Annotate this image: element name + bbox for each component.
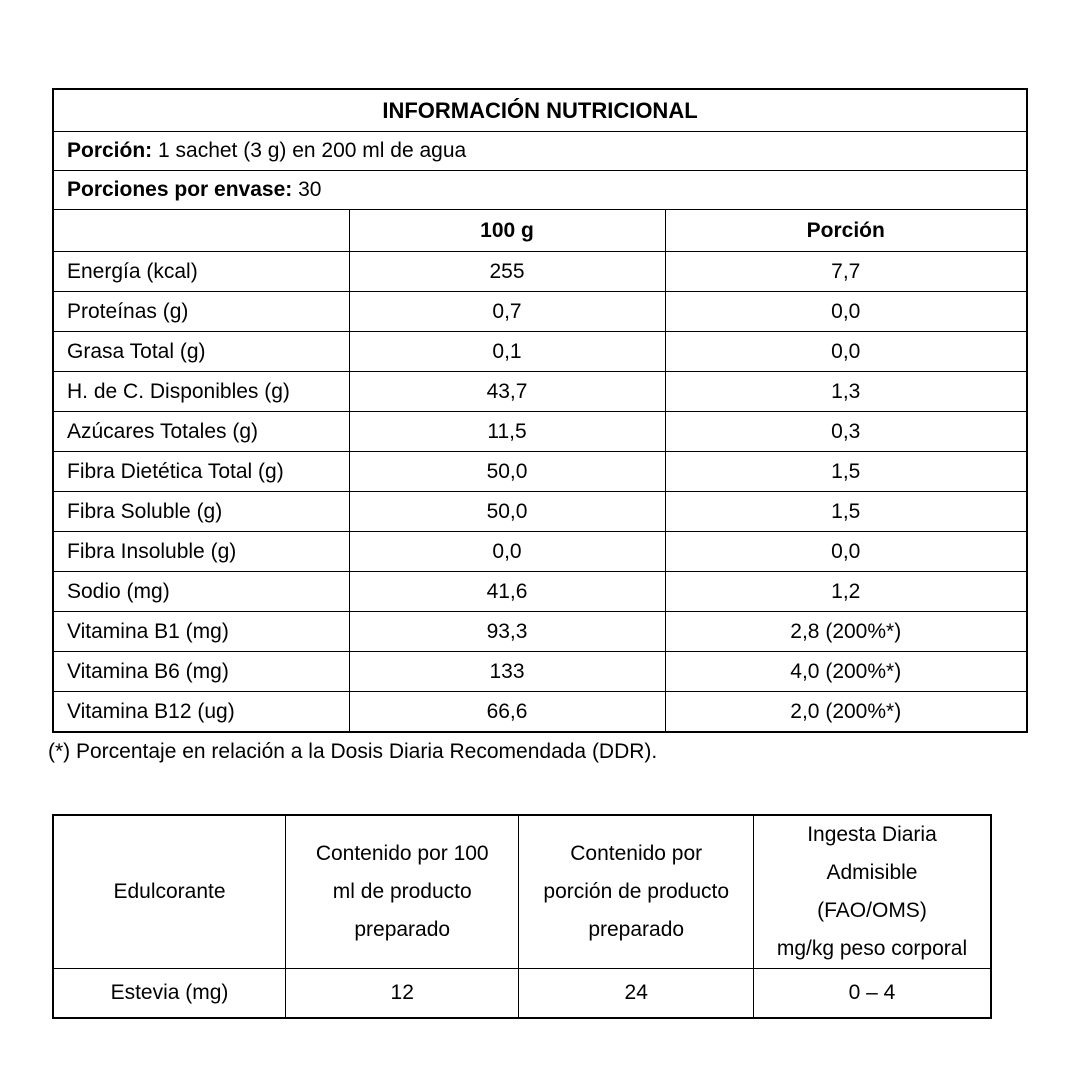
nutrient-portion: 2,0 (200%*): [665, 692, 1027, 733]
column-header-portion: Porción: [665, 210, 1027, 252]
nutrient-portion: 4,0 (200%*): [665, 652, 1027, 692]
nutrient-name: Vitamina B12 (ug): [53, 692, 349, 733]
table-row: [53, 692, 1027, 733]
nutrient-name: Sodio (mg): [53, 572, 349, 612]
header-line: preparado: [354, 918, 451, 941]
nutrient-portion: 0,0: [665, 292, 1027, 332]
nutrient-per-100g: 0,1: [349, 332, 665, 372]
nutrient-per-100g: 50,0: [349, 492, 665, 532]
table-row: [53, 452, 1027, 492]
servings-row: [53, 171, 1027, 210]
header-line: Contenido por 100: [315, 842, 489, 865]
header-line: porción de producto: [543, 880, 730, 903]
header-line: Ingesta Diaria: [807, 823, 937, 846]
sweetener-adi: 0 – 4: [753, 969, 991, 1019]
sweetener-section: [52, 814, 1028, 1019]
sweetener-header-per-portion: [519, 815, 753, 969]
header-line: ml de producto: [332, 880, 472, 903]
nutrient-name: Energía (kcal): [53, 252, 349, 292]
nutrient-name: Fibra Soluble (g): [53, 492, 349, 532]
nutrient-portion: 1,2: [665, 572, 1027, 612]
nutrient-name: Fibra Insoluble (g): [53, 532, 349, 572]
sweetener-name: Estevia (mg): [53, 969, 285, 1019]
nutrition-facts-table: [52, 88, 1028, 733]
nutrient-name: Vitamina B1 (mg): [53, 612, 349, 652]
column-header-row: [53, 210, 1027, 252]
header-line: Admisible: [826, 861, 918, 884]
header-line: mg/kg peso corporal: [776, 937, 968, 960]
nutrient-per-100g: 41,6: [349, 572, 665, 612]
nutrient-name: Vitamina B6 (mg): [53, 652, 349, 692]
nutrient-portion: 7,7: [665, 252, 1027, 292]
ddr-footnote: (*) Porcentaje en relación a la Dosis Diaria Recomendada (DDR).: [48, 740, 658, 763]
nutrient-per-100g: 0,7: [349, 292, 665, 332]
header-line: (FAO/OMS): [817, 899, 927, 922]
sweetener-header-per-100ml: [285, 815, 518, 969]
nutrient-name: Proteínas (g): [53, 292, 349, 332]
table-row: [53, 252, 1027, 292]
nutrient-portion: 1,3: [665, 372, 1027, 412]
nutrient-portion: 1,5: [665, 452, 1027, 492]
column-header-blank: [53, 210, 349, 252]
table-row: [53, 292, 1027, 332]
servings-value: 30: [292, 178, 322, 201]
nutrient-name: Grasa Total (g): [53, 332, 349, 372]
table-row: [53, 532, 1027, 572]
table-row: [53, 612, 1027, 652]
nutrient-name: Fibra Dietética Total (g): [53, 452, 349, 492]
nutrient-per-100g: 11,5: [349, 412, 665, 452]
portion-row: [53, 132, 1027, 171]
header-line: Edulcorante: [113, 880, 226, 903]
nutrient-per-100g: 50,0: [349, 452, 665, 492]
table-row: [53, 372, 1027, 412]
nutrient-per-100g: 66,6: [349, 692, 665, 733]
servings-info: [53, 171, 1027, 210]
nutrient-portion: 0,3: [665, 412, 1027, 452]
table-row: [53, 969, 991, 1019]
nutrient-name: H. de C. Disponibles (g): [53, 372, 349, 412]
sweetener-per-portion: 24: [519, 969, 753, 1019]
nutrient-per-100g: 0,0: [349, 532, 665, 572]
table-row: [53, 652, 1027, 692]
table-row: [53, 492, 1027, 532]
sweetener-table: [52, 814, 992, 1019]
sweetener-per-100ml: 12: [285, 969, 518, 1019]
nutrition-document: [48, 88, 1028, 1019]
nutrient-portion: 1,5: [665, 492, 1027, 532]
header-line: Contenido por: [570, 842, 703, 865]
nutrient-per-100g: 93,3: [349, 612, 665, 652]
nutrient-portion: 2,8 (200%*): [665, 612, 1027, 652]
sweetener-header-row: [53, 815, 991, 969]
sweetener-header-name: [53, 815, 285, 969]
table-row: [53, 332, 1027, 372]
nutrient-per-100g: 255: [349, 252, 665, 292]
portion-label: Porción:: [67, 139, 153, 162]
column-header-per-100g: 100 g: [349, 210, 665, 252]
portion-value: 1 sachet (3 g) en 200 ml de agua: [152, 139, 467, 162]
header-line: preparado: [588, 918, 685, 941]
table-row: [53, 412, 1027, 452]
table-title-row: [53, 89, 1027, 132]
nutrient-per-100g: 43,7: [349, 372, 665, 412]
nutrient-portion: 0,0: [665, 332, 1027, 372]
sweetener-header-adi: [753, 815, 991, 969]
portion-info: [53, 132, 1027, 171]
nutrition-title: INFORMACIÓN NUTRICIONAL: [53, 89, 1027, 132]
nutrient-portion: 0,0: [665, 532, 1027, 572]
nutrient-per-100g: 133: [349, 652, 665, 692]
servings-label: Porciones por envase:: [67, 178, 293, 201]
table-row: [53, 572, 1027, 612]
nutrient-name: Azúcares Totales (g): [53, 412, 349, 452]
